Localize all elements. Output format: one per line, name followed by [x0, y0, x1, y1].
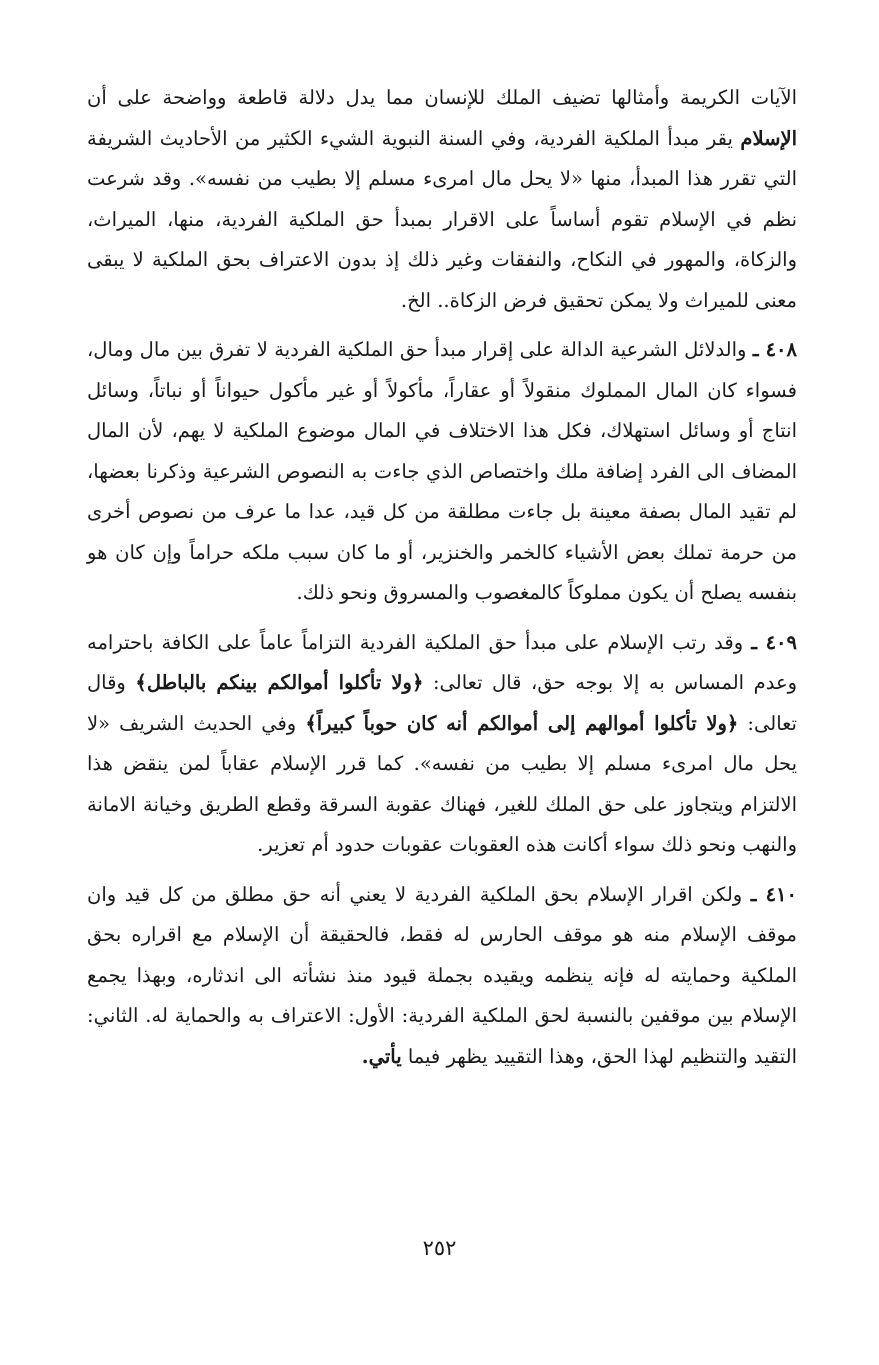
paragraph-intro: [87, 78, 797, 321]
quran-quote: ﴿ولا تأكلوا أموالهم إلى أموالكم أنه كان حوباً كبيراً﴾: [305, 711, 739, 735]
paragraph-number: ٤٠٩ ـ: [751, 630, 797, 654]
page-body: [87, 78, 797, 1086]
paragraph-text: وقد رتب الإسلام على مبدأ حق الملكية الفردية التزاماً عاماً على الكافة باحترامه وعدم المساس به إلا بوجه حق، قال تعالى:: [87, 630, 798, 694]
paragraph-409: [87, 623, 797, 866]
bold-term: يأتي.: [361, 1044, 402, 1068]
paragraph-text: وفي الحديث الشريف «لا يحل مال امرىء مسلم إلا بطيب من نفسه». كما قرر الإسلام عقاباً لمن ينقض هذا الالتزام ويتجاوز على حق الملك للغير، فهناك عقوبة السرقة وقطع الطريق وخيانة الامانة والنهب ونحو ذلك سواء أكانت هذه العقوبات عقوبات حدود أم تعزير.: [87, 711, 797, 856]
paragraph-408: [87, 330, 797, 614]
page-number: ٢٥٢: [422, 1236, 457, 1260]
paragraph-number: ٤٠٨ ـ: [752, 338, 797, 361]
paragraph-text: والدلائل الشرعية الدالة على إقرار مبدأ حق الملكية الفردية لا تفرق بين مال ومال، فسواء كان المال المملوك منقولاً أو عقاراً، مأكولاً أو غير مأكول حيواناً أو نباتاً، وسائل انتاج أو وسائل استهلاك، فكل هذا الاختلاف في المال موضوع الملكية لا يهم، لأن المال المضاف الى الفرد إضافة ملك واختصاص الذي جاءت به النصوص الشرعية وذكرنا بعضها، لم تقيد المال بصفة معينة بل جاءت مطلقة من كل قيد، عدا ما عرف من نصوص أخرى من حرمة تملك بعض الأشياء كالخمر والخنزير، أو ما كان سبب ملكه حراماً وإن كان هو بنفسه يصلح أن يكون مملوكاً كالمغصوب والمسروق ونحو ذلك.: [87, 338, 797, 604]
paragraph-text: ولكن اقرار الإسلام بحق الملكية الفردية لا يعني أنه حق مطلق من كل قيد وان موقف الإسلام منه هو موقف الحارس له فقط، فالحقيقة أن الإسلام مع اقراره بحق الملكية وحمايته له فإنه ينظمه ويقيده بجملة قيود منذ نشأته الى اندثاره، وبهذا يجمع الإسلام بين موقفين بالنسبة لحق الملكية الفردية: الأول: الاعتراف به والحماية له. الثاني: التقيد والتنظيم لهذا الحق، وهذا التقييد يظهر فيما: [87, 882, 797, 1068]
paragraph-410: [87, 875, 797, 1078]
paragraph-text: الآيات الكريمة وأمثالها تضيف الملك للإنسان مما يدل دلالة قاطعة وواضحة على أن: [87, 86, 797, 109]
paragraph-text: يقر مبدأ الملكية الفردية، وفي السنة النبوية الشيء الكثير من الأحاديث الشريفة التي تقرر هذا المبدأ، منها «لا يحل مال امرىء مسلم إلا بطيب من نفسه». وقد شرعت نظم في الإسلام تقوم أساساً على الاقرار بمبدأ حق الملكية الفردية، منها، الميراث، والزكاة، والمهور في النكاح، والنفقات وغير ذلك إذ بدون الاعتراف بحق الملكية لا يبقى معنى للميراث ولا يمكن تحقيق فرض الزكاة.. الخ.: [87, 126, 797, 312]
paragraph-number: ٤١٠ ـ: [750, 882, 797, 906]
quran-quote: ﴿ولا تأكلوا أموالكم بينكم بالباطل﴾: [135, 671, 424, 694]
bold-term: الإسلام: [740, 126, 797, 150]
paragraph-text: وقال تعالى:: [87, 671, 797, 735]
